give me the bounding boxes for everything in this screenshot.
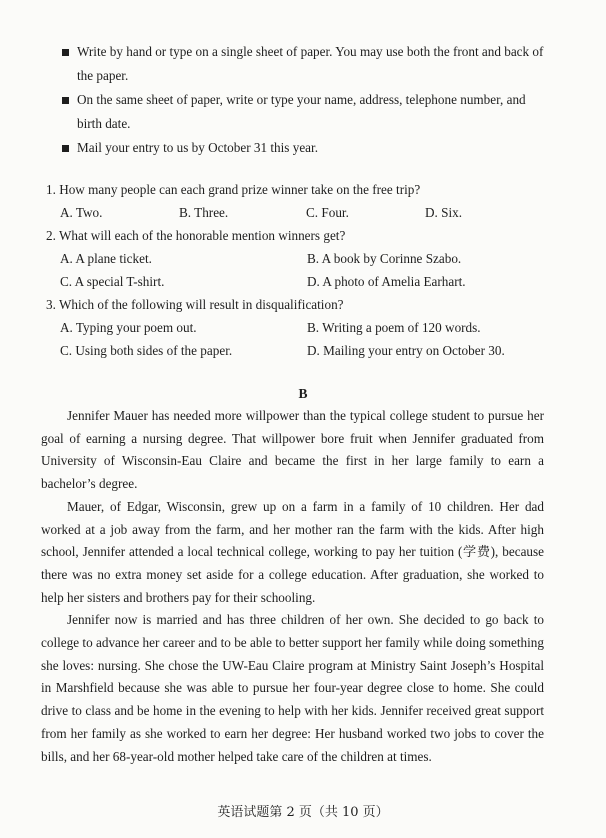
option-d: D. Mailing your entry on October 30. — [307, 343, 505, 358]
entry-rules-list — [62, 40, 552, 160]
question-stem: 3. Which of the following will result in disqualification? — [46, 297, 344, 312]
question-stem: 2. What will each of the honorable mention winners get? — [46, 228, 346, 243]
rule-item: Write by hand or type on a single sheet of paper. You may use both the front and back of the paper. — [62, 40, 552, 88]
passage-paragraph: Mauer, of Edgar, Wisconsin, grew up on a farm in a family of 10 children. Her dad worked at a job away from the farm, and her mother ran the farm with the kids. After high school, Jennifer attended a local technical college, working to pay her tuition (学费), because there was no extra money set aside for a college education. After graduation, she worked to help her sisters and brothers pay for their schooling. — [41, 498, 544, 605]
option-row — [46, 316, 556, 339]
option-row — [46, 247, 556, 270]
option-d: D. Six. — [425, 205, 463, 220]
option-a: A. Two. — [60, 205, 103, 220]
option-b: B. Writing a poem of 120 words. — [307, 320, 481, 335]
question-2 — [46, 224, 556, 293]
option-b: B. Three. — [179, 205, 229, 220]
option-row — [46, 201, 556, 224]
option-c: C. A special T-shirt. — [60, 274, 165, 289]
reading-passage — [41, 405, 544, 768]
option-d: D. A photo of Amelia Earhart. — [307, 274, 466, 289]
passage-paragraph: Jennifer Mauer has needed more willpower than the typical college student to pursue her goal of earning a nursing degree. That willpower bore fruit when Jennifer graduated from University of Wisconsin-Eau Claire and became the first in her large family to earn a bachelor’s degree. — [41, 408, 544, 492]
passage-paragraph: Jennifer now is married and has three children of her own. She decided to go back to college to advance her career and to be able to better support her family while doing something she loves: nursing. She chose the UW-Eau Claire program at Ministry Saint Joseph’s Hospital in Marshfield because she was able to pursue her four-year degree close to home. She could drive to class and be home in the evening to help with her kids. Jennifer received great support from her family as she worked to earn her degree: Her husband worked two jobs to cover the bills, and her 68-year-old mother helped take care of the children at times. — [41, 612, 544, 764]
option-a: A. Typing your poem out. — [60, 320, 197, 335]
option-row — [46, 339, 556, 362]
page-footer: 英语试题第 2 页（共 10 页） — [217, 805, 389, 820]
option-c: C. Four. — [306, 205, 349, 220]
rule-item: On the same sheet of paper, write or type your name, address, telephone number, and birth date. — [62, 88, 552, 136]
section-heading: B — [298, 386, 308, 401]
option-a: A. A plane ticket. — [60, 251, 152, 266]
question-list — [46, 178, 556, 362]
question-3 — [46, 293, 556, 362]
question-stem: 1. How many people can each grand prize winner take on the free trip? — [46, 182, 421, 197]
question-1 — [46, 178, 556, 224]
rule-item: Mail your entry to us by October 31 this year. — [62, 136, 552, 160]
option-row — [46, 270, 556, 293]
option-b: B. A book by Corinne Szabo. — [307, 251, 462, 266]
option-c: C. Using both sides of the paper. — [60, 343, 233, 358]
